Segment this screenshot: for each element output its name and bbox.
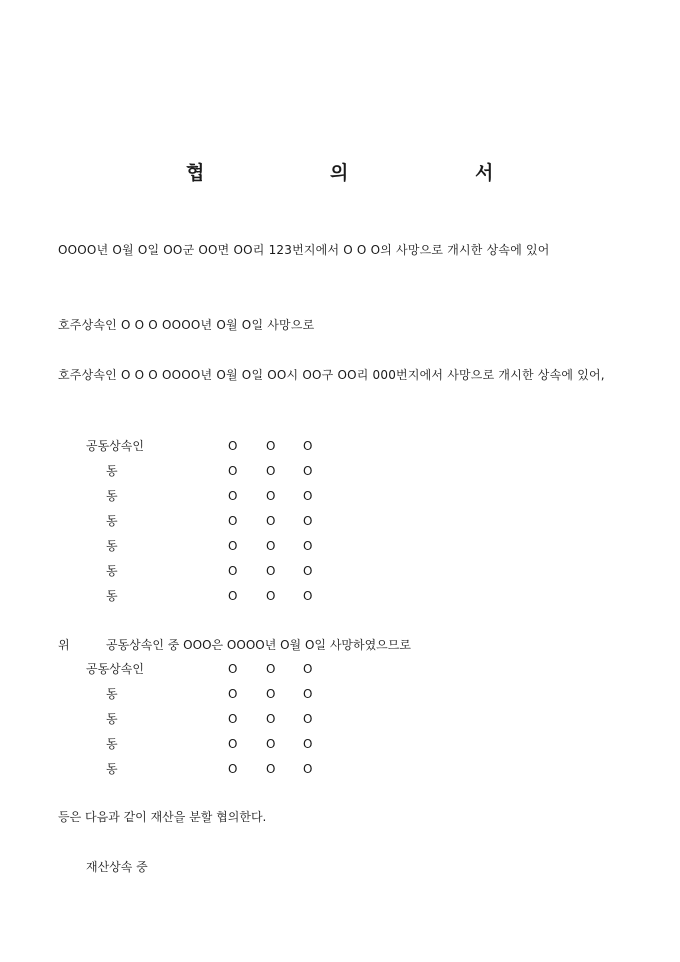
heir-row: [0, 685, 620, 703]
same-label: 동: [106, 687, 118, 701]
deceased-heir-text: 공동상속인 중 OOO은 OOOO년 O월 O일 사망하였으므로: [106, 638, 411, 652]
name-mark: O: [303, 564, 313, 578]
heir-row: [0, 760, 620, 778]
estate-heading: 재산상속 중: [86, 860, 148, 874]
same-label: 동: [106, 712, 118, 726]
heir-row: [0, 487, 620, 505]
heir-row: [0, 562, 620, 580]
same-label: 동: [106, 737, 118, 751]
name-mark: O: [228, 439, 238, 453]
name-mark: O: [303, 464, 313, 478]
name-mark: O: [228, 514, 238, 528]
paragraph-inheritance-start: OOOO년 O월 O일 OO군 OO면 OO리 123번지에서 O O O의 사망으로 개시한 상속에 있어: [58, 243, 550, 257]
heir-row: [0, 735, 620, 753]
title-char-1: 협: [186, 162, 205, 184]
heir-row: [0, 587, 620, 605]
same-label: 동: [106, 514, 118, 528]
name-mark: O: [303, 662, 313, 676]
same-label: 동: [106, 464, 118, 478]
title-char-2: 의: [330, 162, 349, 184]
name-mark: O: [303, 439, 313, 453]
name-mark: O: [266, 539, 276, 553]
heir-row: [0, 537, 620, 555]
name-mark: O: [266, 737, 276, 751]
name-mark: O: [228, 662, 238, 676]
paragraph-head-heir-address: 호주상속인 O O O OOOO년 O월 O일 OO시 OO구 OO리 000번지에서 사망으로 개시한 상속에 있어,: [58, 368, 605, 382]
name-mark: O: [303, 589, 313, 603]
title-char-3: 서: [475, 162, 494, 184]
name-mark: O: [228, 737, 238, 751]
name-mark: O: [228, 539, 238, 553]
same-label: 동: [106, 564, 118, 578]
name-mark: O: [303, 489, 313, 503]
name-mark: O: [303, 539, 313, 553]
name-mark: O: [266, 464, 276, 478]
same-label: 동: [106, 489, 118, 503]
name-mark: O: [266, 712, 276, 726]
name-mark: O: [266, 489, 276, 503]
same-label: 동: [106, 589, 118, 603]
name-mark: O: [228, 762, 238, 776]
paragraph-head-heir-death: 호주상속인 O O O OOOO년 O월 O일 사망으로: [58, 318, 315, 332]
name-mark: O: [266, 762, 276, 776]
name-mark: O: [228, 687, 238, 701]
closing-statement: 등은 다음과 같이 재산을 분할 협의한다.: [58, 810, 267, 824]
above-marker: 위: [58, 638, 70, 652]
name-mark: O: [228, 589, 238, 603]
heir-row: [0, 710, 620, 728]
co-heir-label: 공동상속인: [86, 662, 144, 676]
name-mark: O: [228, 712, 238, 726]
name-mark: O: [228, 489, 238, 503]
heir-row: [0, 462, 620, 480]
name-mark: O: [303, 762, 313, 776]
same-label: 동: [106, 539, 118, 553]
same-label: 동: [106, 762, 118, 776]
name-mark: O: [303, 712, 313, 726]
name-mark: O: [303, 737, 313, 751]
name-mark: O: [266, 564, 276, 578]
name-mark: O: [303, 687, 313, 701]
name-mark: O: [266, 514, 276, 528]
name-mark: O: [266, 687, 276, 701]
name-mark: O: [228, 464, 238, 478]
heir-row: [0, 660, 620, 678]
name-mark: O: [228, 564, 238, 578]
name-mark: O: [266, 589, 276, 603]
heir-row: [0, 437, 620, 455]
name-mark: O: [303, 514, 313, 528]
co-heir-label: 공동상속인: [86, 439, 144, 453]
name-mark: O: [266, 662, 276, 676]
deceased-heir-line: [0, 636, 620, 654]
name-mark: O: [266, 439, 276, 453]
heir-row: [0, 512, 620, 530]
